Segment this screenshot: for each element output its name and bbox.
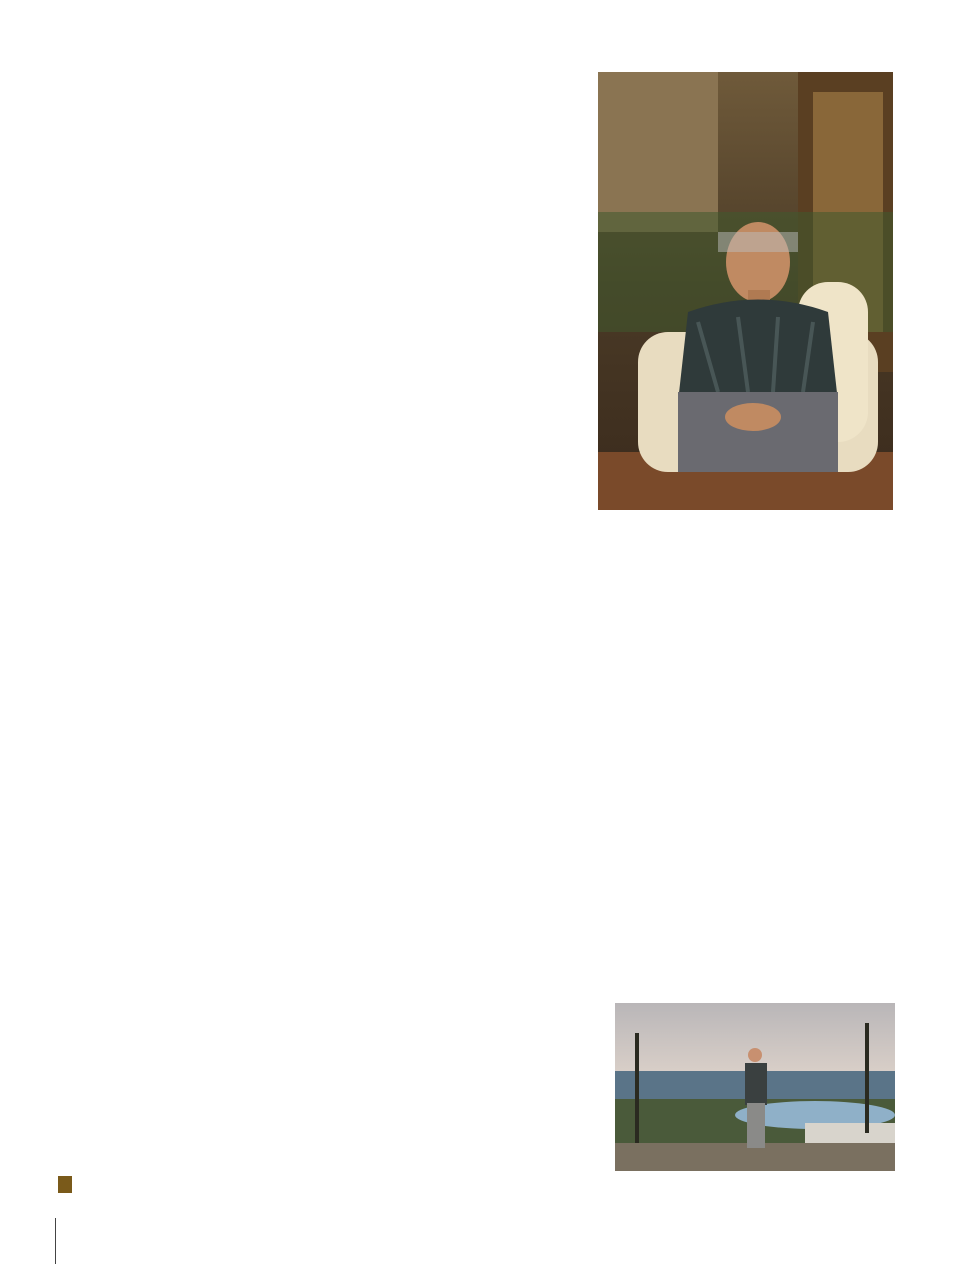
article-column-3: [58, 540, 583, 755]
end-mark-icon: [58, 1176, 72, 1193]
article-column-5: [60, 1010, 580, 1215]
bio-text: [598, 546, 895, 731]
footer: [72, 1224, 78, 1244]
ocean-photo-icon: [615, 1003, 895, 1171]
article-column-1: [58, 70, 373, 500]
footer-rule: [55, 1218, 56, 1264]
hawaii-villa-photo: [615, 1003, 895, 1171]
portrait-photo-icon: [598, 72, 893, 510]
portrait-photo: [598, 72, 893, 510]
article-column-4: [58, 770, 898, 995]
